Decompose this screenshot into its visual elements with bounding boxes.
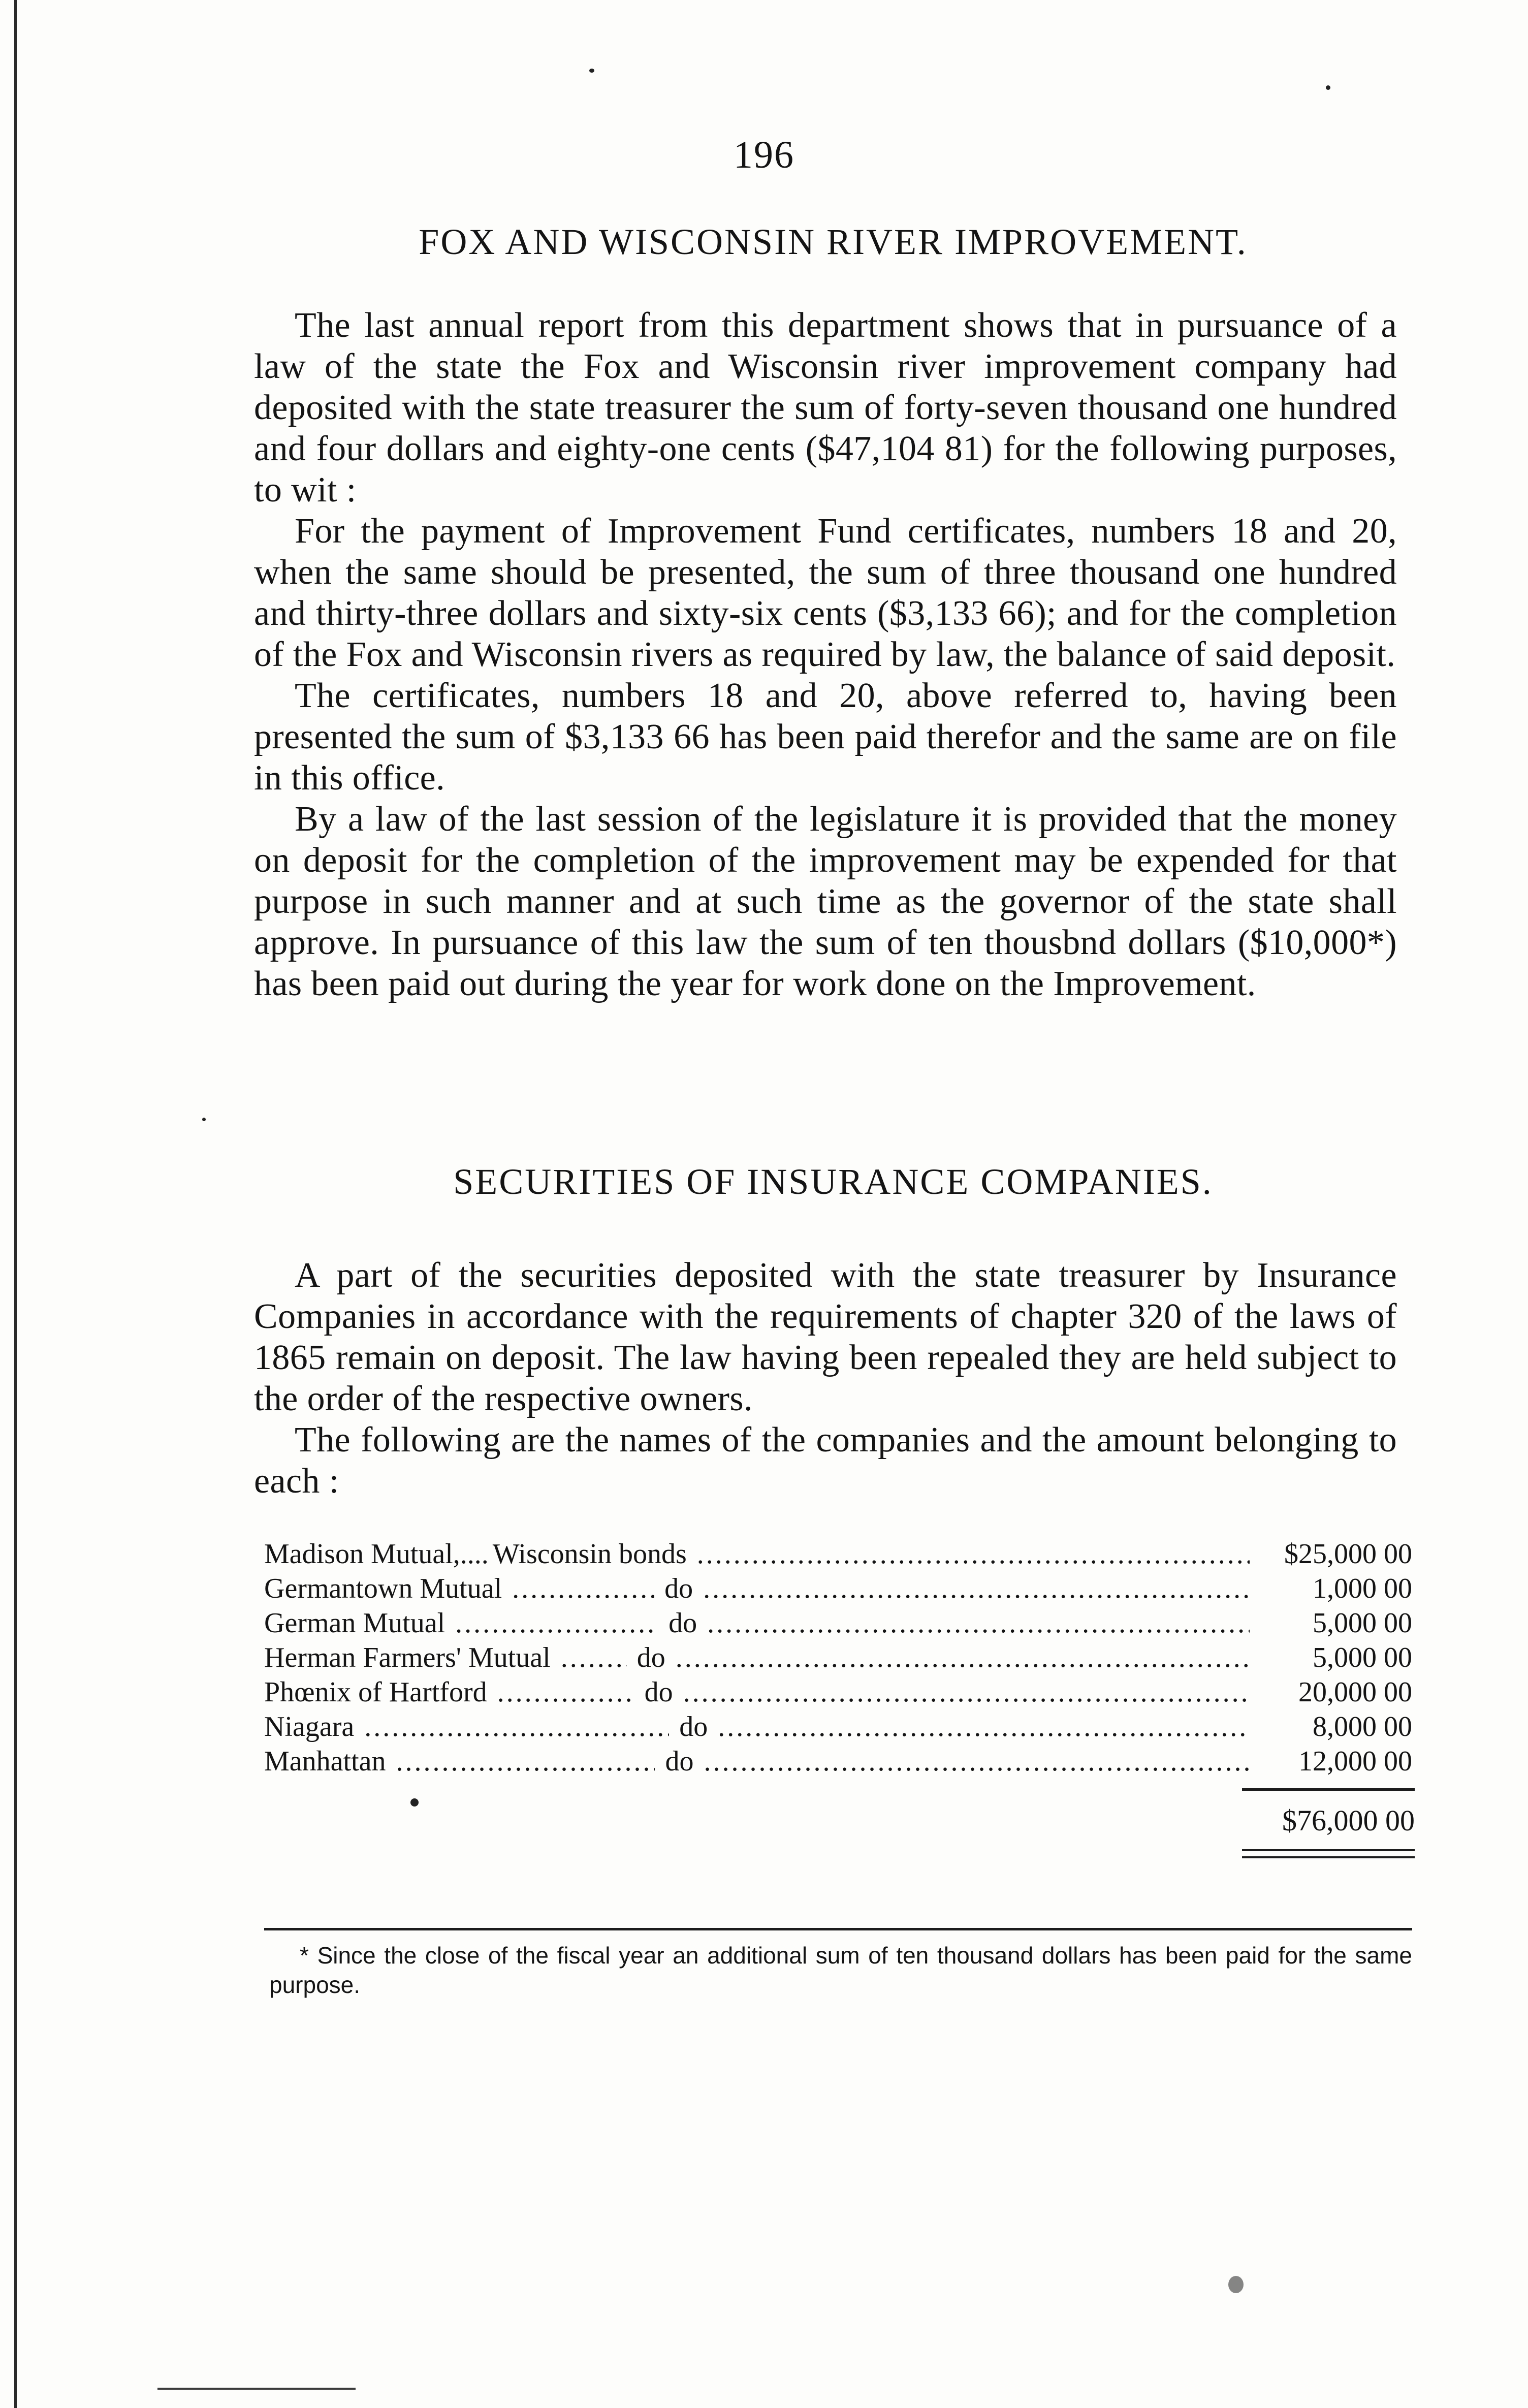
table-row	[264, 1744, 1412, 1779]
securities-table	[264, 1537, 1412, 1779]
amount: 12,000 00	[1298, 1746, 1412, 1777]
sum-rule	[1242, 1788, 1415, 1791]
dot-leader	[455, 1606, 658, 1640]
dot-leader	[704, 1744, 1250, 1779]
table-row	[264, 1571, 1412, 1606]
dot-leader	[561, 1640, 627, 1675]
dot-leader	[364, 1709, 669, 1744]
dot-leader	[396, 1744, 655, 1779]
paragraph: The following are the names of the companies and the amount belonging to each :	[254, 1420, 1397, 1501]
dot-leader	[707, 1606, 1250, 1640]
table-row	[264, 1709, 1412, 1744]
section-heading-fox-wisconsin: FOX AND WISCONSIN RIVER IMPROVEMENT.	[419, 221, 1248, 262]
paragraph: By a law of the last session of the legislature it is provided that the money on deposit for the completion of the improvement may be expended for that purpose in such manner and at such time as the governor of the state shall approve. In pursuance of this law the sum of ten thousbnd dollars ($10,000*) has been paid out during the year for work done on the Improvement.	[254, 800, 1397, 1003]
table-row	[264, 1675, 1412, 1709]
company-name: Herman Farmers' Mutual	[264, 1642, 551, 1673]
ink-speck	[1326, 85, 1330, 90]
table-row	[264, 1606, 1412, 1640]
dot-leader	[697, 1537, 1250, 1571]
company-name: German Mutual	[264, 1607, 445, 1639]
footnote: * Since the close of the fiscal year an additional sum of ten thousand dollars has been paid for the same purpose.	[269, 1942, 1412, 1998]
company-name: Madison Mutual,....	[264, 1538, 489, 1570]
ink-speck	[1228, 2276, 1244, 2293]
security-type: do	[665, 1746, 694, 1777]
security-type: do	[664, 1573, 693, 1604]
amount: 8,000 00	[1313, 1711, 1412, 1742]
paragraph: The certificates, numbers 18 and 20, above referred to, having been presented the sum of $3,133 66 has been paid therefor and the same are on file in this office.	[254, 676, 1397, 798]
company-name: Germantown Mutual	[264, 1573, 502, 1604]
dot-leader	[703, 1571, 1250, 1606]
company-name: Phœnix of Hartford	[264, 1676, 487, 1708]
paragraph: The last annual report from this department shows that in pursuance of a law of the state the Fox and Wisconsin river improvement company had deposited with the state treasurer the sum of forty-seven thousand one hundred and four dollars and eighty-one cents ($47,104 81) for the following purposes, to wit :	[254, 306, 1397, 510]
amount: 20,000 00	[1298, 1676, 1412, 1708]
bottom-edge-rule	[157, 2388, 356, 2390]
amount: 5,000 00	[1313, 1642, 1412, 1673]
footnote-divider	[264, 1928, 1412, 1930]
double-rule-lower	[1242, 1856, 1415, 1858]
section-body-fox-wisconsin	[254, 305, 1397, 1004]
dot-leader	[683, 1675, 1250, 1709]
security-type: Wisconsin bonds	[492, 1538, 687, 1570]
table-total: $76,000 00	[1282, 1804, 1415, 1837]
amount: 1,000 00	[1313, 1573, 1412, 1604]
amount: $25,000 00	[1284, 1538, 1412, 1570]
ink-speck	[410, 1798, 419, 1807]
paragraph: A part of the securities deposited with the state treasurer by Insurance Companies in accordance with the requirements of chapter 320 of the laws of 1865 remain on deposit. The law having been repealed they are held subject to the order of the respective owners.	[254, 1256, 1397, 1418]
section-heading-insurance-securities: SECURITIES OF INSURANCE COMPANIES.	[453, 1161, 1213, 1202]
company-name: Manhattan	[264, 1746, 386, 1777]
ink-speck	[589, 69, 594, 73]
page-number: 196	[734, 134, 794, 176]
dot-leader	[676, 1640, 1250, 1675]
dot-leader	[512, 1571, 654, 1606]
page-edge-rule	[14, 0, 17, 2408]
security-type: do	[679, 1711, 708, 1742]
paragraph: For the payment of Improvement Fund certificates, numbers 18 and 20, when the same should be presented, the sum of three thousand one hundred and thirty-three dollars and sixty-six cents ($3,133 66); and for the completion of the Fox and Wisconsin rivers as required by law, the balance of said deposit.	[254, 512, 1397, 674]
security-type: do	[668, 1607, 697, 1639]
security-type: do	[636, 1642, 665, 1673]
ink-speck	[202, 1118, 206, 1121]
section-body-insurance-securities	[254, 1255, 1397, 1502]
amount: 5,000 00	[1313, 1607, 1412, 1639]
security-type: do	[644, 1676, 673, 1708]
table-row	[264, 1537, 1412, 1571]
company-name: Niagara	[264, 1711, 355, 1742]
dot-leader	[718, 1709, 1250, 1744]
table-row	[264, 1640, 1412, 1675]
dot-leader	[497, 1675, 634, 1709]
double-rule-upper	[1242, 1849, 1415, 1851]
